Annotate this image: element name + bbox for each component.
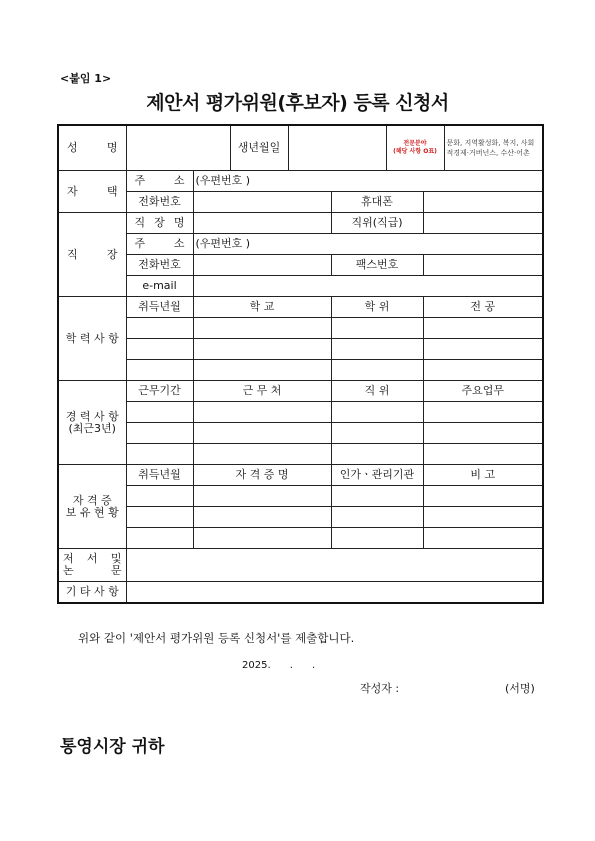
education-degree-cell[interactable] xyxy=(331,360,423,381)
license-name-cell[interactable] xyxy=(193,507,331,528)
fax-field[interactable] xyxy=(423,255,543,276)
education-label: 학 력 사 항 xyxy=(58,297,126,381)
education-date-cell[interactable] xyxy=(126,360,193,381)
career-label-line2: (최근3년) xyxy=(68,421,116,435)
career-position-cell[interactable] xyxy=(331,444,423,465)
career-workplace-cell[interactable] xyxy=(193,444,331,465)
education-entry-row xyxy=(58,360,543,381)
submission-date: 2025. . . xyxy=(242,660,316,671)
license-header-agency: 인가ㆍ관리기관 xyxy=(331,465,423,486)
work-phone-row xyxy=(58,255,543,276)
papers-label-line2: 논 문 xyxy=(63,564,122,577)
form-title: 제안서 평가위원(후보자) 등록 신청서 xyxy=(146,92,449,114)
etc-label: 기 타 사 항 xyxy=(58,582,126,604)
papers-label xyxy=(58,549,126,582)
signature-label: (서명) xyxy=(505,682,535,695)
education-entry-row xyxy=(58,339,543,360)
name-row xyxy=(58,125,543,171)
education-header-date: 취득년월 xyxy=(126,297,193,318)
career-header-workplace: 근 무 처 xyxy=(193,381,331,402)
career-duties-cell[interactable] xyxy=(423,423,543,444)
home-phone-label: 전화번호 xyxy=(126,192,193,213)
email-field[interactable] xyxy=(193,276,543,297)
expertise-label-line1: 전문분야 xyxy=(403,140,427,147)
education-header-row xyxy=(58,297,543,318)
attachment-label: <붙임 1> xyxy=(60,72,112,85)
work-phone-label: 전화번호 xyxy=(126,255,193,276)
license-header-note: 비 고 xyxy=(423,465,543,486)
work-address-label: 주 소 xyxy=(126,234,193,255)
expertise-label-line2: (해당 사항 O표) xyxy=(393,148,437,155)
license-agency-cell[interactable] xyxy=(331,528,423,549)
license-entry-row xyxy=(58,528,543,549)
career-period-cell[interactable] xyxy=(126,423,193,444)
career-duties-cell[interactable] xyxy=(423,444,543,465)
name-field[interactable] xyxy=(126,125,230,171)
license-entry-row xyxy=(58,486,543,507)
home-phone-row xyxy=(58,192,543,213)
career-entry-row xyxy=(58,402,543,423)
license-label-line2: 보 유 현 황 xyxy=(65,505,119,519)
career-position-cell[interactable] xyxy=(331,423,423,444)
career-workplace-cell[interactable] xyxy=(193,423,331,444)
license-date-cell[interactable] xyxy=(126,528,193,549)
papers-row xyxy=(58,549,543,582)
career-header-position: 직 위 xyxy=(331,381,423,402)
birth-label: 생년월일 xyxy=(230,125,288,171)
education-major-cell[interactable] xyxy=(423,339,543,360)
name-label: 성 명 xyxy=(58,125,126,171)
education-header-degree: 학 위 xyxy=(331,297,423,318)
papers-field[interactable] xyxy=(126,549,543,582)
expertise-label xyxy=(386,125,444,171)
declaration-text: 위와 같이 '제안서 평가위원 등록 신청서'를 제출합니다. xyxy=(78,631,355,645)
career-header-row xyxy=(58,381,543,402)
license-note-cell[interactable] xyxy=(423,486,543,507)
papers-label-line1: 저 서 및 xyxy=(63,552,122,565)
work-company-row xyxy=(58,213,543,234)
license-note-cell[interactable] xyxy=(423,507,543,528)
home-address-label: 주 소 xyxy=(126,171,193,192)
license-name-cell[interactable] xyxy=(193,486,331,507)
position-label: 직위(직급) xyxy=(331,213,423,234)
license-label-line1: 자 격 증 xyxy=(72,493,112,507)
license-agency-cell[interactable] xyxy=(331,486,423,507)
work-address-field[interactable]: (우편번호 ) xyxy=(193,234,543,255)
education-major-cell[interactable] xyxy=(423,318,543,339)
education-date-cell[interactable] xyxy=(126,318,193,339)
career-entry-row xyxy=(58,444,543,465)
career-period-cell[interactable] xyxy=(126,444,193,465)
etc-row xyxy=(58,582,543,604)
career-label-line1: 경 력 사 항 xyxy=(65,409,119,423)
education-school-cell[interactable] xyxy=(193,339,331,360)
career-header-period: 근무기간 xyxy=(126,381,193,402)
mobile-field[interactable] xyxy=(423,192,543,213)
career-header-duties: 주요업무 xyxy=(423,381,543,402)
career-label xyxy=(58,381,126,465)
home-phone-field[interactable] xyxy=(193,192,331,213)
career-entry-row xyxy=(58,423,543,444)
license-header-name: 자 격 증 명 xyxy=(193,465,331,486)
education-degree-cell[interactable] xyxy=(331,339,423,360)
work-label: 직 장 xyxy=(58,213,126,297)
etc-field[interactable] xyxy=(126,582,543,604)
home-address-row xyxy=(58,171,543,192)
career-workplace-cell[interactable] xyxy=(193,402,331,423)
birth-field[interactable] xyxy=(288,125,386,171)
email-label: e-mail xyxy=(126,276,193,297)
education-date-cell[interactable] xyxy=(126,339,193,360)
license-name-cell[interactable] xyxy=(193,528,331,549)
education-header-school: 학 교 xyxy=(193,297,331,318)
expertise-options[interactable]: 문화, 지역활성화, 복지, 사회적경제·거버넌스, 수산·어촌 xyxy=(444,125,543,171)
license-note-cell[interactable] xyxy=(423,528,543,549)
work-address-row xyxy=(58,234,543,255)
education-major-cell[interactable] xyxy=(423,360,543,381)
position-field[interactable] xyxy=(423,213,543,234)
mobile-label: 휴대폰 xyxy=(331,192,423,213)
career-period-cell[interactable] xyxy=(126,402,193,423)
education-degree-cell[interactable] xyxy=(331,318,423,339)
career-duties-cell[interactable] xyxy=(423,402,543,423)
company-label: 직 장 명 xyxy=(126,213,193,234)
career-position-cell[interactable] xyxy=(331,402,423,423)
home-address-field[interactable]: (우편번호 ) xyxy=(193,171,543,192)
license-date-cell[interactable] xyxy=(126,486,193,507)
education-school-cell[interactable] xyxy=(193,360,331,381)
writer-label: 작성자 : xyxy=(360,682,400,695)
license-header-row xyxy=(58,465,543,486)
home-label: 자 택 xyxy=(58,171,126,213)
fax-label: 팩스번호 xyxy=(331,255,423,276)
license-entry-row xyxy=(58,507,543,528)
education-school-cell[interactable] xyxy=(193,318,331,339)
license-header-date: 취득년월 xyxy=(126,465,193,486)
license-date-cell[interactable] xyxy=(126,507,193,528)
education-entry-row xyxy=(58,318,543,339)
company-field[interactable] xyxy=(193,213,331,234)
work-phone-field[interactable] xyxy=(193,255,331,276)
work-email-row xyxy=(58,276,543,297)
education-header-major: 전 공 xyxy=(423,297,543,318)
license-label xyxy=(58,465,126,549)
application-form-table xyxy=(57,124,544,604)
recipient-line: 통영시장 귀하 xyxy=(60,737,165,757)
license-agency-cell[interactable] xyxy=(331,507,423,528)
